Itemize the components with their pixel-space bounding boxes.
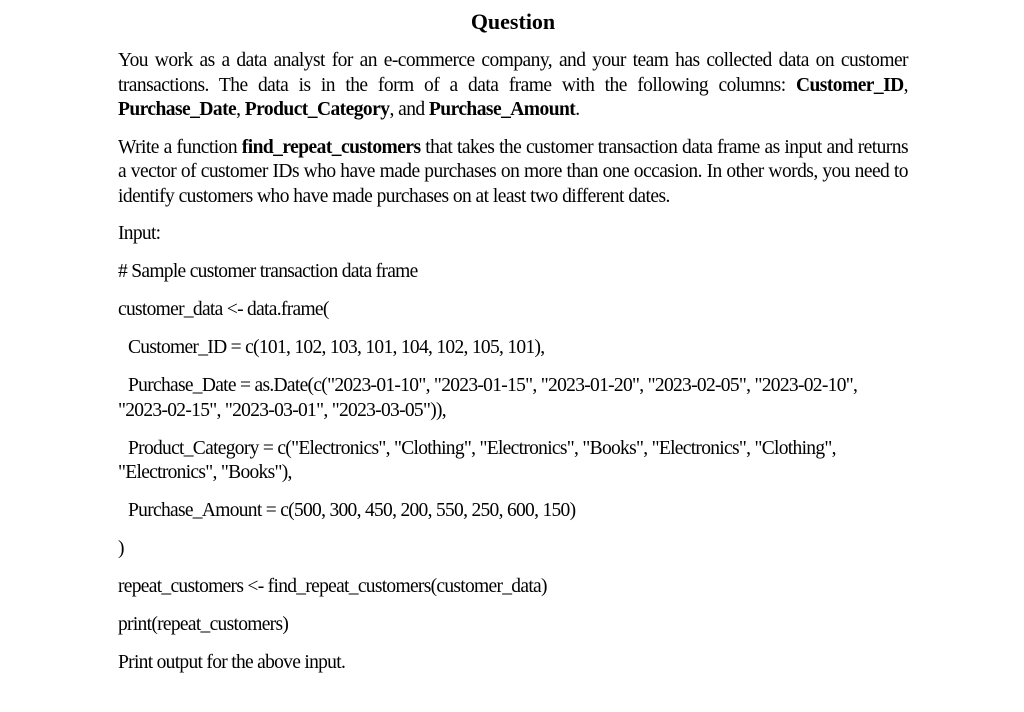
footer-instruction: Print output for the above input.	[118, 652, 346, 673]
code-print: print(repeat_customers)	[118, 614, 289, 635]
function-name: find_repeat_customers	[241, 136, 421, 158]
task-text-rest: that takes the customer transaction data frame as input and returns a vector of customer IDs who have made purchases on more than one occasion. In other words, you need to identify customers who have made purchases on at least two different dates.	[118, 136, 908, 207]
task-text-start: Write a function	[118, 136, 242, 158]
intro-paragraph	[118, 49, 908, 123]
code-purchase-date	[118, 374, 908, 423]
column-product-category: Product_Category	[244, 99, 390, 120]
question-document	[118, 8, 908, 689]
column-purchase-date: Purchase_Date	[118, 99, 237, 120]
code-comment: # Sample customer transaction data frame	[118, 261, 418, 282]
code-product-category	[118, 437, 908, 486]
intro-separator-3: , and	[389, 99, 429, 120]
column-customer-id: Customer_ID	[795, 74, 904, 96]
input-label: Input:	[118, 223, 161, 244]
code-customer-id: Customer_ID = c(101, 102, 103, 101, 104, 102, 105, 101),	[128, 337, 545, 358]
intro-separator-2: ,	[236, 99, 245, 120]
code-product-category-text: Product_Category = c("Electronics", "Clothing", "Electronics", "Books", "Electronics", "Clothing", "Electronics", "Books"),	[118, 437, 836, 483]
column-purchase-amount: Purchase_Amount	[428, 99, 576, 120]
code-purchase-amount: Purchase_Amount = c(500, 300, 450, 200, 550, 250, 600, 150)	[128, 500, 576, 521]
code-dataframe-close: )	[118, 538, 124, 559]
intro-end: .	[575, 99, 580, 120]
code-purchase-date-text: Purchase_Date = as.Date(c("2023-01-10", "2023-01-15", "2023-01-20", "2023-02-05", "2023-02-10", "2023-02-15", "2023-03-01", "2023-03-05")),	[118, 375, 858, 421]
intro-separator-1: ,	[903, 74, 908, 96]
code-function-call: repeat_customers <- find_repeat_customers(customer_data)	[118, 576, 547, 597]
task-paragraph	[118, 136, 908, 210]
intro-text: You work as a data analyst for an e-commerce company, and your team has collected data on customer transactions. The data is in the form of a data frame with the following columns:	[118, 50, 908, 96]
code-dataframe-open: customer_data <- data.frame(	[118, 299, 329, 320]
page-title: Question	[470, 9, 556, 34]
